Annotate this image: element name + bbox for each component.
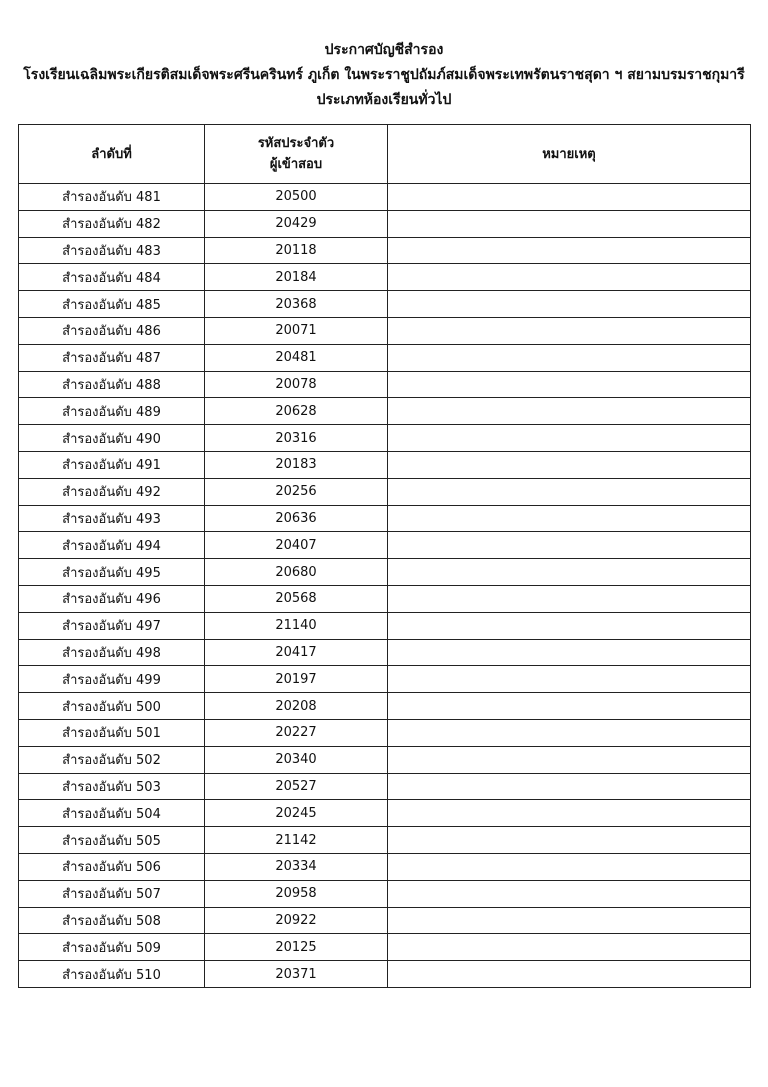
- table-row: [19, 264, 751, 291]
- rank-cell: สำรองอันดับ 500: [19, 693, 205, 720]
- rank-cell: สำรองอันดับ 490: [19, 425, 205, 452]
- rank-cell: สำรองอันดับ 491: [19, 451, 205, 478]
- rank-cell: สำรองอันดับ 505: [19, 827, 205, 854]
- remark-cell: [388, 961, 751, 988]
- column-header-rank: ลำดับที่: [19, 125, 205, 184]
- candidate-code-cell: 20417: [205, 639, 388, 666]
- rank-cell: สำรองอันดับ 487: [19, 344, 205, 371]
- candidate-code-cell: 20340: [205, 746, 388, 773]
- remark-cell: [388, 639, 751, 666]
- table-row: [19, 639, 751, 666]
- remark-cell: [388, 291, 751, 318]
- rank-cell: สำรองอันดับ 508: [19, 907, 205, 934]
- candidate-code-cell: 20118: [205, 237, 388, 264]
- table-header-row: [19, 125, 751, 184]
- table-row: [19, 478, 751, 505]
- remark-cell: [388, 773, 751, 800]
- rank-cell: สำรองอันดับ 483: [19, 237, 205, 264]
- table-row: [19, 210, 751, 237]
- remark-cell: [388, 853, 751, 880]
- remark-cell: [388, 559, 751, 586]
- table-row: [19, 934, 751, 961]
- table-row: [19, 532, 751, 559]
- table-body: [19, 184, 751, 988]
- candidate-code-cell: 20227: [205, 719, 388, 746]
- candidate-code-cell: 20429: [205, 210, 388, 237]
- document-heading: [0, 38, 768, 113]
- remark-cell: [388, 264, 751, 291]
- remark-cell: [388, 317, 751, 344]
- category-title: ประเภทห้องเรียนทั่วไป: [316, 92, 452, 108]
- table-row: [19, 344, 751, 371]
- candidate-code-cell: 20371: [205, 961, 388, 988]
- candidate-code-cell: 20680: [205, 559, 388, 586]
- candidate-code-cell: 20078: [205, 371, 388, 398]
- table-row: [19, 773, 751, 800]
- table-row: [19, 291, 751, 318]
- rank-cell: สำรองอันดับ 503: [19, 773, 205, 800]
- remark-cell: [388, 398, 751, 425]
- table-row: [19, 719, 751, 746]
- table-row: [19, 612, 751, 639]
- rank-cell: สำรองอันดับ 509: [19, 934, 205, 961]
- rank-cell: สำรองอันดับ 497: [19, 612, 205, 639]
- table-row: [19, 237, 751, 264]
- candidate-code-cell: 21142: [205, 827, 388, 854]
- rank-cell: สำรองอันดับ 494: [19, 532, 205, 559]
- table-row: [19, 693, 751, 720]
- table-row: [19, 746, 751, 773]
- remark-cell: [388, 585, 751, 612]
- table-row: [19, 853, 751, 880]
- table-row: [19, 827, 751, 854]
- column-header-remarks: หมายเหตุ: [388, 125, 751, 184]
- table-row: [19, 880, 751, 907]
- rank-cell: สำรองอันดับ 486: [19, 317, 205, 344]
- candidate-code-cell: 20334: [205, 853, 388, 880]
- candidate-code-cell: 20245: [205, 800, 388, 827]
- rank-cell: สำรองอันดับ 506: [19, 853, 205, 880]
- remark-cell: [388, 425, 751, 452]
- rank-cell: สำรองอันดับ 481: [19, 184, 205, 211]
- school-name: โรงเรียนเฉลิมพระเกียรติสมเด็จพระศรีนครินทร์ ภูเก็ต ในพระราชูปถัมภ์สมเด็จพระเทพรัตนราชสุดา ฯ สยามบรมราชกุมารี: [23, 67, 745, 83]
- remark-cell: [388, 451, 751, 478]
- rank-cell: สำรองอันดับ 510: [19, 961, 205, 988]
- rank-cell: สำรองอันดับ 484: [19, 264, 205, 291]
- table-row: [19, 184, 751, 211]
- candidate-code-cell: 20316: [205, 425, 388, 452]
- remark-cell: [388, 505, 751, 532]
- table-row: [19, 585, 751, 612]
- remark-cell: [388, 612, 751, 639]
- remark-cell: [388, 666, 751, 693]
- table-row: [19, 907, 751, 934]
- remark-cell: [388, 371, 751, 398]
- column-header-code-line1: รหัสประจำตัว: [257, 136, 335, 151]
- table-row: [19, 559, 751, 586]
- candidate-code-cell: 20922: [205, 907, 388, 934]
- candidate-code-cell: 20183: [205, 451, 388, 478]
- table-row: [19, 666, 751, 693]
- rank-cell: สำรองอันดับ 501: [19, 719, 205, 746]
- rank-cell: สำรองอันดับ 488: [19, 371, 205, 398]
- remark-cell: [388, 210, 751, 237]
- remark-cell: [388, 237, 751, 264]
- rank-cell: สำรองอันดับ 502: [19, 746, 205, 773]
- remark-cell: [388, 746, 751, 773]
- rank-cell: สำรองอันดับ 495: [19, 559, 205, 586]
- candidate-code-cell: 21140: [205, 612, 388, 639]
- remark-cell: [388, 800, 751, 827]
- rank-cell: สำรองอันดับ 499: [19, 666, 205, 693]
- remark-cell: [388, 880, 751, 907]
- remark-cell: [388, 934, 751, 961]
- candidate-code-cell: 20071: [205, 317, 388, 344]
- candidate-code-cell: 20628: [205, 398, 388, 425]
- candidate-code-cell: 20481: [205, 344, 388, 371]
- rank-cell: สำรองอันดับ 485: [19, 291, 205, 318]
- table-row: [19, 317, 751, 344]
- table-row: [19, 505, 751, 532]
- candidate-code-cell: 20368: [205, 291, 388, 318]
- candidate-code-cell: 20125: [205, 934, 388, 961]
- candidate-code-cell: 20527: [205, 773, 388, 800]
- table-row: [19, 451, 751, 478]
- remark-cell: [388, 907, 751, 934]
- remark-cell: [388, 478, 751, 505]
- candidate-code-cell: 20208: [205, 693, 388, 720]
- rank-cell: สำรองอันดับ 489: [19, 398, 205, 425]
- column-header-candidate-code: [205, 125, 388, 184]
- remark-cell: [388, 827, 751, 854]
- candidate-code-cell: 20568: [205, 585, 388, 612]
- candidate-code-cell: 20256: [205, 478, 388, 505]
- remark-cell: [388, 719, 751, 746]
- page-title: ประกาศบัญชีสำรอง: [324, 42, 444, 58]
- remark-cell: [388, 184, 751, 211]
- rank-cell: สำรองอันดับ 507: [19, 880, 205, 907]
- rank-cell: สำรองอันดับ 496: [19, 585, 205, 612]
- rank-cell: สำรองอันดับ 493: [19, 505, 205, 532]
- table-row: [19, 371, 751, 398]
- table-row: [19, 425, 751, 452]
- candidate-code-cell: 20407: [205, 532, 388, 559]
- rank-cell: สำรองอันดับ 498: [19, 639, 205, 666]
- remark-cell: [388, 532, 751, 559]
- candidate-code-cell: 20184: [205, 264, 388, 291]
- candidate-code-cell: 20197: [205, 666, 388, 693]
- remark-cell: [388, 693, 751, 720]
- candidate-code-cell: 20500: [205, 184, 388, 211]
- reserve-list-table: [18, 124, 751, 988]
- remark-cell: [388, 344, 751, 371]
- candidate-code-cell: 20958: [205, 880, 388, 907]
- candidate-code-cell: 20636: [205, 505, 388, 532]
- column-header-code-line2: ผู้เข้าสอบ: [269, 157, 323, 172]
- table-row: [19, 398, 751, 425]
- rank-cell: สำรองอันดับ 482: [19, 210, 205, 237]
- table-row: [19, 800, 751, 827]
- rank-cell: สำรองอันดับ 504: [19, 800, 205, 827]
- rank-cell: สำรองอันดับ 492: [19, 478, 205, 505]
- table-row: [19, 961, 751, 988]
